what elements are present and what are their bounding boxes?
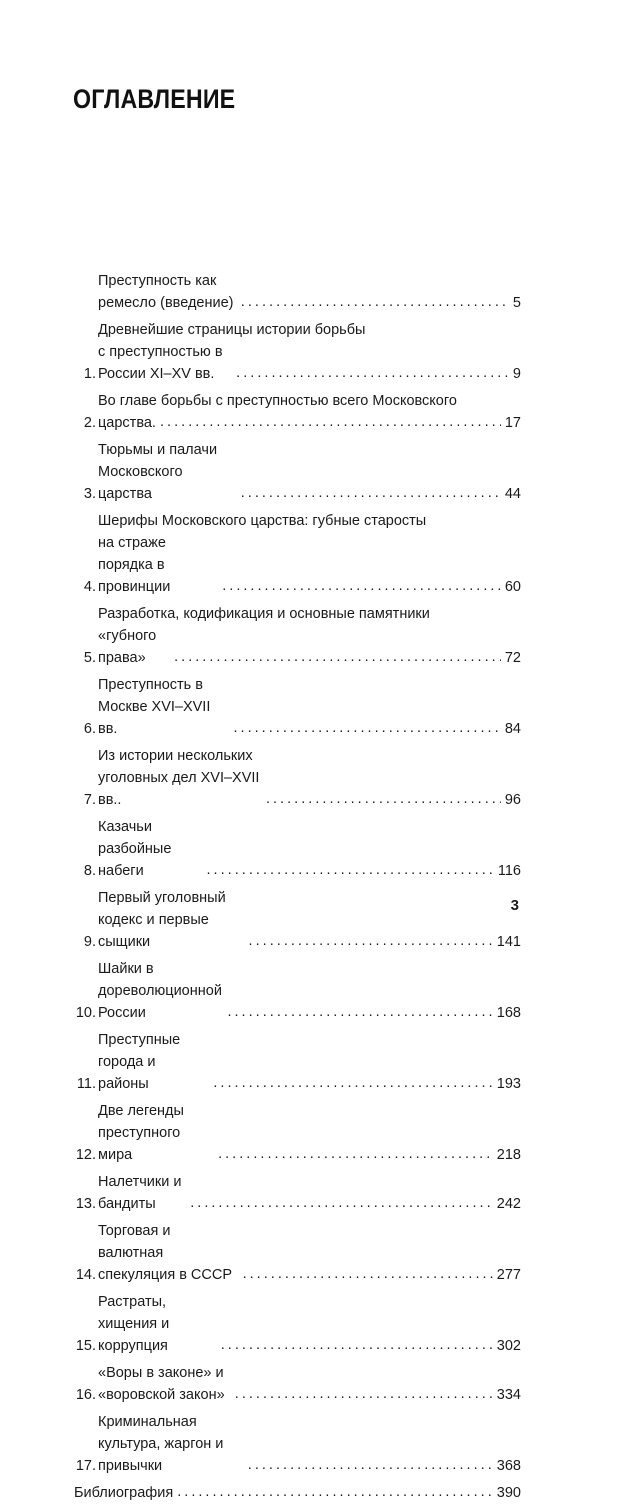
- toc-entry-number: 17.: [75, 1458, 96, 1474]
- toc-entry[interactable]: [74, 439, 521, 505]
- dot-leader: [174, 646, 501, 668]
- toc-entry[interactable]: [74, 1362, 521, 1406]
- toc-entry-title: Казачьи разбойные набеги: [98, 819, 172, 879]
- toc-entry-page: 72: [504, 650, 521, 666]
- toc-entry-body: [98, 1220, 521, 1286]
- toc-entry-page: 302: [496, 1338, 521, 1354]
- toc-entry[interactable]: [74, 270, 521, 314]
- toc-entry-body: [98, 1171, 521, 1215]
- toc-entry-page: 96: [504, 792, 521, 808]
- toc-entry[interactable]: [74, 1482, 521, 1504]
- toc-entry[interactable]: [74, 603, 521, 669]
- toc-entry-title: Преступность в Москве XVI–XVII вв.: [98, 677, 211, 737]
- toc-entry-number: 3.: [83, 486, 96, 502]
- toc-entry-number: 9.: [83, 934, 96, 950]
- page-title: ОГЛАВЛЕНИЕ: [73, 84, 236, 114]
- toc-entry-body: [98, 1362, 521, 1406]
- toc-entry-page: 218: [496, 1147, 521, 1163]
- toc-entry-page: 277: [496, 1267, 521, 1283]
- toc-entry-last-row: [98, 412, 521, 434]
- toc-entry-body: [98, 603, 521, 669]
- dot-leader: [218, 1143, 493, 1165]
- dot-leader: [227, 1001, 492, 1023]
- table-of-contents: [74, 270, 521, 1509]
- toc-entry[interactable]: [74, 1171, 521, 1215]
- toc-entry-page: 168: [496, 1005, 521, 1021]
- dot-leader: [190, 1192, 493, 1214]
- toc-entry-page: 334: [496, 1387, 521, 1403]
- toc-entry-page: 390: [496, 1485, 521, 1501]
- toc-entry-title-line: Во главе борьбы с преступностью всего Московского: [98, 393, 457, 409]
- dot-leader: [236, 362, 509, 384]
- toc-entry-title: Библиография: [74, 1485, 174, 1501]
- dot-leader: [243, 1263, 493, 1285]
- toc-entry-body: [74, 1482, 521, 1504]
- toc-entry-number: 16.: [75, 1387, 96, 1403]
- dot-leader: [266, 788, 501, 810]
- toc-entry[interactable]: [74, 1291, 521, 1357]
- toc-entry-body: [98, 270, 521, 314]
- toc-entry-page: 17: [504, 415, 521, 431]
- dot-leader: [160, 411, 501, 433]
- dot-leader: [177, 1481, 493, 1503]
- dot-leader: [221, 1334, 493, 1356]
- toc-entry-page: 60: [504, 579, 521, 595]
- toc-entry-title: Налетчики и бандиты: [98, 1174, 182, 1212]
- toc-entry-body: [98, 958, 521, 1024]
- toc-entry-body: [98, 390, 521, 434]
- toc-entry-number: 15.: [75, 1338, 96, 1354]
- toc-entry-title: Растраты, хищения и коррупция: [98, 1294, 170, 1354]
- toc-entry-body: [98, 816, 521, 882]
- toc-entry-title: Преступность как ремесло (введение): [98, 273, 234, 311]
- dot-leader: [213, 1072, 492, 1094]
- toc-entry-page: 44: [504, 486, 521, 502]
- toc-entry-title-line: Разработка, кодификация и основные памятники: [98, 606, 430, 622]
- toc-entry-title: Тюрьмы и палачи Московского царства: [98, 442, 218, 502]
- dot-leader: [241, 482, 501, 504]
- toc-entry[interactable]: [74, 1100, 521, 1166]
- toc-entry-number: 6.: [83, 721, 96, 737]
- toc-entry-number: 1.: [83, 366, 96, 382]
- dot-leader: [235, 1383, 493, 1405]
- toc-entry-page: 242: [496, 1196, 521, 1212]
- toc-entry[interactable]: [74, 319, 521, 385]
- toc-entry[interactable]: [74, 887, 521, 953]
- toc-entry-number: 11.: [76, 1076, 96, 1092]
- toc-entry-number: 2.: [83, 415, 96, 431]
- toc-entry-title-line: «губного права»: [98, 628, 157, 666]
- dot-leader: [222, 575, 501, 597]
- toc-entry[interactable]: [74, 674, 521, 740]
- toc-entry-title-line: с преступностью в России XI–XV вв.: [98, 344, 223, 382]
- toc-entry[interactable]: [74, 745, 521, 811]
- toc-entry-body: [98, 510, 521, 598]
- toc-entry-last-row: [98, 532, 521, 598]
- toc-entry-body: [98, 745, 521, 811]
- toc-entry-number: 4.: [83, 579, 96, 595]
- toc-entry-number: 10.: [75, 1005, 96, 1021]
- page-number: 3: [510, 897, 519, 914]
- toc-entry-number: 14.: [75, 1267, 96, 1283]
- toc-entry-number: 13.: [75, 1196, 96, 1212]
- toc-entry-title: Из истории нескольких уголовных дел XVI–XVII вв..: [98, 748, 260, 808]
- toc-entry-title: Преступные города и районы: [98, 1032, 181, 1092]
- toc-entry-title: Торговая и валютная спекуляция в СССР: [98, 1223, 233, 1283]
- dot-leader: [233, 717, 500, 739]
- toc-entry-page: 193: [496, 1076, 521, 1092]
- toc-entry-body: [98, 319, 521, 385]
- toc-entry-body: [98, 674, 521, 740]
- toc-entry-title-line: Шерифы Московского царства: губные старосты: [98, 513, 427, 529]
- toc-entry[interactable]: [74, 958, 521, 1024]
- toc-entry-title: Две легенды преступного мира: [98, 1103, 184, 1163]
- toc-entry-body: [98, 1291, 521, 1357]
- toc-entry-page: 84: [504, 721, 521, 737]
- toc-entry-body: [98, 887, 521, 953]
- toc-entry-last-row: [98, 341, 521, 385]
- toc-entry-title-line: Древнейшие страницы истории борьбы: [98, 322, 366, 338]
- toc-entry[interactable]: [74, 1220, 521, 1286]
- toc-entry-title: Шайки в дореволюционной России: [98, 961, 222, 1021]
- toc-entry-page: 141: [496, 934, 521, 950]
- toc-entry[interactable]: [74, 816, 521, 882]
- dot-leader: [207, 859, 494, 881]
- toc-entry-body: [98, 1029, 521, 1095]
- toc-entry-number: 5.: [83, 650, 96, 666]
- toc-entry-title-line: на страже порядка в провинции: [98, 535, 171, 595]
- toc-entry-number: 7.: [83, 792, 96, 808]
- toc-entry[interactable]: [74, 510, 521, 598]
- toc-entry-page: 116: [497, 863, 521, 879]
- toc-entry-page: 368: [496, 1458, 521, 1474]
- dot-leader: [249, 930, 493, 952]
- toc-entry[interactable]: [74, 1029, 521, 1095]
- toc-entry-last-row: [98, 625, 521, 669]
- dot-leader: [241, 291, 509, 313]
- toc-entry[interactable]: [74, 390, 521, 434]
- toc-entry-title: «Воры в законе» и «воровской закон»: [98, 1365, 225, 1403]
- toc-entry-number: 12.: [75, 1147, 96, 1163]
- toc-entry-title: Криминальная культура, жаргон и привычки: [98, 1414, 224, 1474]
- toc-entry-number: 8.: [83, 863, 96, 879]
- toc-entry-body: [98, 1411, 521, 1477]
- toc-entry-page: 9: [512, 366, 521, 382]
- toc-entry-title-line: царства.: [98, 415, 156, 431]
- toc-entry-title: Первый уголовный кодекс и первые сыщики: [98, 890, 226, 950]
- toc-entry-body: [98, 439, 521, 505]
- toc-entry-body: [98, 1100, 521, 1166]
- toc-entry[interactable]: [74, 1411, 521, 1477]
- dot-leader: [248, 1454, 493, 1476]
- toc-entry-page: 5: [512, 295, 521, 311]
